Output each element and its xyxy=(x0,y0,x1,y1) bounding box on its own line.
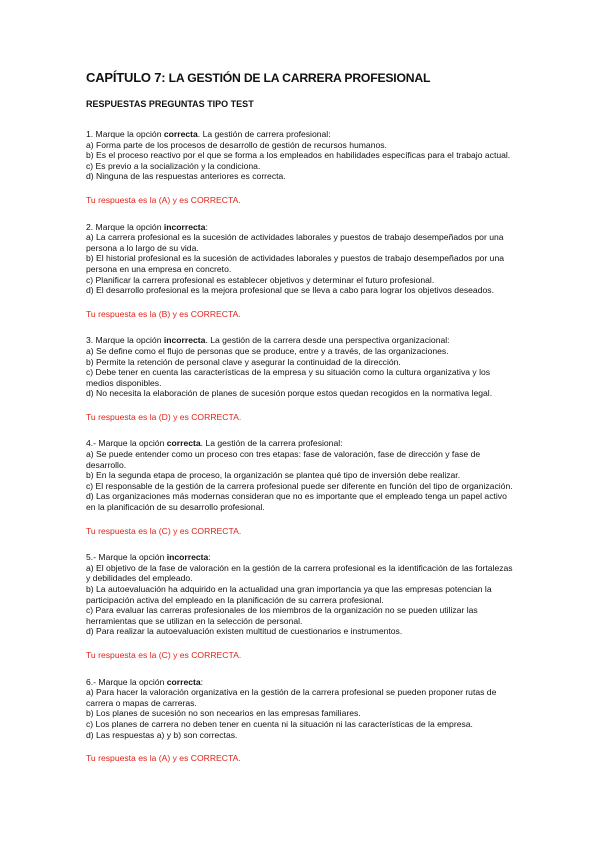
option-d: d) El desarrollo profesional es la mejora profesional que se lleva a cabo para lograr los objetivos deseados. xyxy=(86,285,494,296)
option-d: d) Las organizaciones más modernas consideran que no es importante que el empleado tenga un papel activo en la planificación de su desarrollo profesional. xyxy=(86,491,507,513)
option-c: c) Para evaluar las carreras profesionales de los miembros de la organización no se pueden utilizar las herramientas que se utilizan en la selección de personal. xyxy=(86,605,478,626)
answer-6: Tu respuesta es la (A) y es CORRECTA. xyxy=(86,753,241,764)
questions-list xyxy=(86,129,514,764)
option-a: a) Forma parte de los procesos de desarrollo de gestión de recursos humanos. xyxy=(86,139,387,150)
question-stem: 4.- Marque la opción correcta. La gestión de la carrera profesional: xyxy=(86,438,343,449)
option-b: b) Los planes de sucesión no son necearios en las empresas familiares. xyxy=(86,708,361,719)
option-a: a) La carrera profesional es la sucesión de actividades laborales y puestos de trabajo desempeñados por una persona a lo largo de su vida. xyxy=(86,232,504,253)
option-b: b) El historial profesional es la sucesión de actividades laborales y puestos de trabajo desempeñados por una persona en una empresa en concreto. xyxy=(86,253,505,274)
question-stem: 3. Marque la opción incorrecta. La gestión de la carrera desde una perspectiva organizacional: xyxy=(86,335,450,346)
section-subtitle: RESPUESTAS PREGUNTAS TIPO TEST xyxy=(86,99,254,109)
option-a: a) Se puede entender como un proceso con tres etapas: fase de valoración, fase de dirección y fase de desarrollo. xyxy=(86,449,481,470)
answer-3: Tu respuesta es la (D) y es CORRECTA. xyxy=(86,411,242,422)
chapter-title xyxy=(86,70,514,86)
option-a: a) Para hacer la valoración organizativa en la gestión de la carrera profesional se pueden proponer rutas de carrera o mapas de carreras. xyxy=(86,687,497,708)
question-stem: 2. Marque la opción incorrecta: xyxy=(86,221,208,232)
answer-2: Tu respuesta es la (B) y es CORRECTA. xyxy=(86,308,241,319)
option-d: d) Las respuestas a) y b) son correctas. xyxy=(86,729,238,740)
option-a: a) Se define como el flujo de personas que se produce, entre y a través, de las organizaciones. xyxy=(86,345,449,356)
answer-5: Tu respuesta es la (C) y es CORRECTA. xyxy=(86,649,242,660)
question-1 xyxy=(86,129,514,182)
option-a: a) El objetivo de la fase de valoración en la gestión de la carrera profesional es la identificación de las fortalezas y debilidades del empleado. xyxy=(86,562,513,584)
question-6 xyxy=(86,677,514,741)
question-stem: 6.- Marque la opción correcta: xyxy=(86,676,204,687)
option-b: b) Es el proceso reactivo por el que se forma a los empleados en habilidades específicas para el trabajo actual. xyxy=(86,150,511,161)
chapter-number: CAPÍTULO 7: xyxy=(86,70,166,85)
question-5 xyxy=(86,552,514,637)
answer-1: Tu respuesta es la (A) y es CORRECTA. xyxy=(86,194,241,205)
question-stem: 5.- Marque la opción incorrecta: xyxy=(86,552,211,563)
option-d: d) No necesita la elaboración de planes de sucesión porque estos quedan recogidos en la normativa legal. xyxy=(86,388,493,399)
question-2 xyxy=(86,222,514,296)
option-c: c) El responsable de la gestión de la carrera profesional puede ser diferente en función del tipo de organización. xyxy=(86,480,513,491)
option-c: c) Debe tener en cuenta las características de la empresa y su situación como la cultura organizativa y los medios disponibles. xyxy=(86,367,491,388)
option-b: b) La autoevaluación ha adquirido en la actualidad una gran importancia ya que las empresas potencian la participación activa del empleado en la planificación de su carrera profesional. xyxy=(86,584,492,605)
answer-4: Tu respuesta es la (C) y es CORRECTA. xyxy=(86,525,242,536)
option-c: c) Planificar la carrera profesional es establecer objetivos y determinar el futuro profesional. xyxy=(86,274,435,285)
option-b: b) En la segunda etapa de proceso, la organización se plantea qué tipo de inversión debe realizar. xyxy=(86,470,461,481)
question-4 xyxy=(86,438,514,512)
option-d: d) Ninguna de las respuestas anteriores es correcta. xyxy=(86,171,286,182)
chapter-name: LA GESTIÓN DE LA CARRERA PROFESIONAL xyxy=(168,71,431,85)
question-3 xyxy=(86,335,514,399)
option-b: b) Permite la retención de personal clave y asegurar la continuidad de la dirección. xyxy=(86,356,401,367)
question-stem: 1. Marque la opción correcta. La gestión de carrera profesional: xyxy=(86,129,331,139)
option-d: d) Para realizar la autoevaluación existen multitud de cuestionarios e instrumentos. xyxy=(86,626,403,637)
option-c: c) Los planes de carrera no deben tener en cuenta ni la situación ni las características de la empresa. xyxy=(86,718,473,729)
option-c: c) Es previo a la socialización y la condiciona. xyxy=(86,160,261,171)
